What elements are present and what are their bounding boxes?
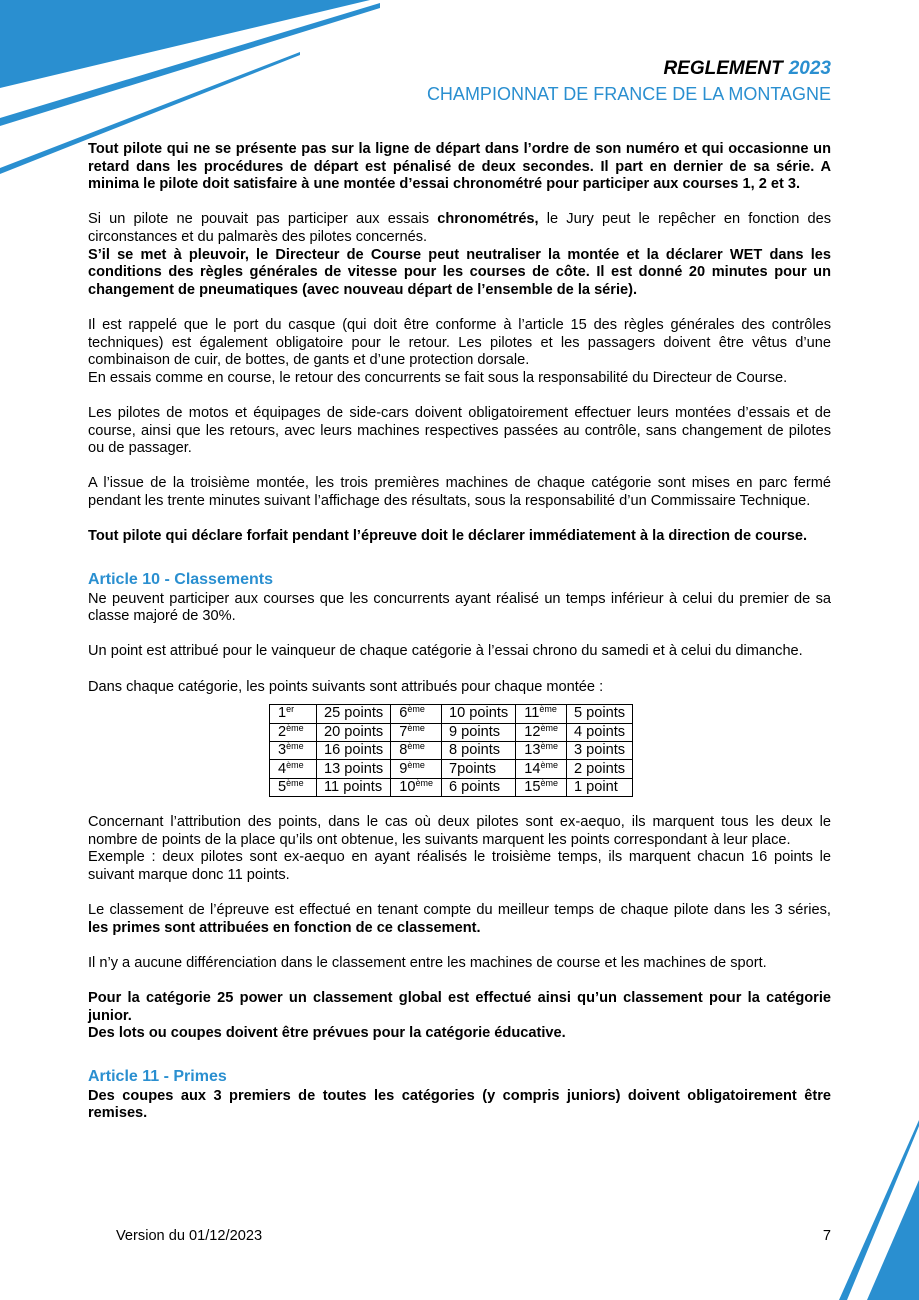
points-cell: 3 points xyxy=(566,742,632,760)
article-10-paragraph-25-power: Pour la catégorie 25 power un classement global est effectué ainsi qu’un classement pour la catégorie junior. xyxy=(88,990,831,1024)
rank-cell: 11ème xyxy=(516,705,567,723)
points-cell: 10 points xyxy=(441,705,515,723)
article-10-paragraph-ex-aequo: Concernant l’attribution des points, dans le cas où deux pilotes sont ex-aequo, ils marquent tous les deux le nombre de points de la place qu’ils ont obtenue, les suivants marquent les points correspondant à leur place. xyxy=(88,814,831,848)
table-row xyxy=(270,742,633,760)
article-10-paragraph-points-intro: Dans chaque catégorie, les points suivants sont attribués pour chaque montée : xyxy=(88,678,604,695)
rank-cell: 10ème xyxy=(391,778,442,796)
rank-cell: 6ème xyxy=(391,705,442,723)
points-cell: 4 points xyxy=(566,723,632,741)
article-10-paragraph-point-winner: Un point est attribué pour le vainqueur de chaque catégorie à l’essai chrono du samedi et à celui du dimanche. xyxy=(88,643,803,660)
article-11-heading: Article 11 - Primes xyxy=(88,1067,227,1085)
rank-cell: 5ème xyxy=(270,778,317,796)
article-10-paragraph-educative: Des lots ou coupes doivent être prévues pour la catégorie éducative. xyxy=(88,1025,566,1042)
document-year: 2023 xyxy=(788,58,831,79)
paragraph-helmet: Il est rappelé que le port du casque (qui doit être conforme à l’article 15 des règles générales des contrôles techniques) est également obligatoire pour le retour. Les pilotes et les passagers doivent être vêtus d’une combinaison de cuir, de bottes, de gants et d’une protection dorsale. xyxy=(88,316,831,369)
paragraph-return-responsibility: En essais comme en course, le retour des concurrents se fait sous la responsabilité du Directeur de Course. xyxy=(88,369,788,386)
rank-cell: 9ème xyxy=(391,760,442,778)
paragraph-machines: Les pilotes de motos et équipages de side-cars doivent obligatoirement effectuer leurs montées d’essais et de course, ainsi que les retours, avec leurs machines respectives passées au contrôle, sans changement de pilotes ou de passager. xyxy=(88,404,831,457)
rank-cell: 14ème xyxy=(516,760,567,778)
article-10-paragraph-qualification: Ne peuvent participer aux courses que les concurrents ayant réalisé un temps inférieur à celui du premier de sa classe majoré de 30%. xyxy=(88,590,831,625)
points-cell: 25 points xyxy=(317,705,391,723)
page-body xyxy=(88,141,831,1141)
rank-cell: 12ème xyxy=(516,723,567,741)
document-subtitle: CHAMPIONNAT DE FRANCE DE LA MONTAGNE xyxy=(426,84,831,104)
article-10-paragraph-example: Exemple : deux pilotes sont ex-aequo en ayant réalisés le troisième temps, ils marquent chacun 16 points le suivant marque donc 11 points. xyxy=(88,849,831,883)
rank-cell: 2ème xyxy=(270,723,317,741)
paragraph-timed-practice: Si un pilote ne pouvait pas participer aux essais chronométrés, le Jury peut le repêcher en fonction des circonstances et du palmarès des pilotes concernés. xyxy=(88,211,832,245)
points-cell: 1 point xyxy=(566,778,632,796)
paragraph-parc-ferme: A l’issue de la troisième montée, les trois premières machines de chaque catégorie sont mises en parc fermé pendant les trente minutes suivant l’affichage des résultats, sous la responsabilité d’un Commissaire Technique. xyxy=(88,475,831,509)
article-10-paragraph-no-differentiation: Il n’y a aucune différenciation dans le classement entre les machines de course et les machines de sport. xyxy=(88,954,767,971)
corner-decoration-bottom-right xyxy=(839,1120,919,1300)
rank-cell: 3ème xyxy=(270,742,317,760)
table-row xyxy=(270,778,633,796)
points-cell: 8 points xyxy=(441,742,515,760)
article-11-paragraph-cups: Des coupes aux 3 premiers de toutes les catégories (y compris juniors) doivent obligatoirement être remises. xyxy=(88,1087,831,1122)
rank-cell: 13ème xyxy=(516,742,567,760)
paragraph-wet-conditions: S’il se met à pleuvoir, le Directeur de Course peut neutraliser la montée et la déclarer WET dans les conditions des règles générales de vitesse pour les courses de côte. Il est donné 20 minutes pour un changement de pneumatiques (avec nouveau départ de l’ensemble de la série). xyxy=(88,246,831,298)
table-row xyxy=(270,723,633,741)
points-cell: 6 points xyxy=(441,778,515,796)
footer-version: Version du 01/12/2023 xyxy=(116,1228,263,1244)
points-cell: 11 points xyxy=(317,778,391,796)
points-cell: 7points xyxy=(441,760,515,778)
rank-cell: 4ème xyxy=(270,760,317,778)
rank-cell: 15ème xyxy=(516,778,567,796)
article-10-heading: Article 10 - Classements xyxy=(88,570,273,588)
table-row xyxy=(270,760,633,778)
footer-page-number: 7 xyxy=(822,1228,831,1244)
points-cell: 20 points xyxy=(317,723,391,741)
paragraph-start-order: Tout pilote qui ne se présente pas sur la ligne de départ dans l’ordre de son numéro et qui occasionne un retard dans les procédures de départ est pénalisé de deux secondes. Il part en dernier de sa série. A minima le pilote doit satisfaire à une montée d’essai chronométré pour participer aux courses 1, 2 et 3. xyxy=(88,141,831,193)
rank-cell: 7ème xyxy=(391,723,442,741)
rank-cell: 1er xyxy=(270,705,317,723)
points-cell: 9 points xyxy=(441,723,515,741)
document-title: REGLEMENT 2023 xyxy=(663,58,831,79)
table-row xyxy=(270,705,633,723)
points-table xyxy=(269,704,633,797)
paragraph-forfait: Tout pilote qui déclare forfait pendant l’épreuve doit le déclarer immédiatement à la direction de course. xyxy=(88,528,808,545)
points-cell: 16 points xyxy=(317,742,391,760)
points-cell: 5 points xyxy=(566,705,632,723)
page-header xyxy=(427,57,831,106)
points-cell: 13 points xyxy=(317,760,391,778)
article-10-paragraph-ranking: Le classement de l’épreuve est effectué en tenant compte du meilleur temps de chaque pilote dans les 3 séries, les primes sont attribuées en fonction de ce classement. xyxy=(88,902,831,936)
rank-cell: 8ème xyxy=(391,742,442,760)
points-cell: 2 points xyxy=(566,760,632,778)
